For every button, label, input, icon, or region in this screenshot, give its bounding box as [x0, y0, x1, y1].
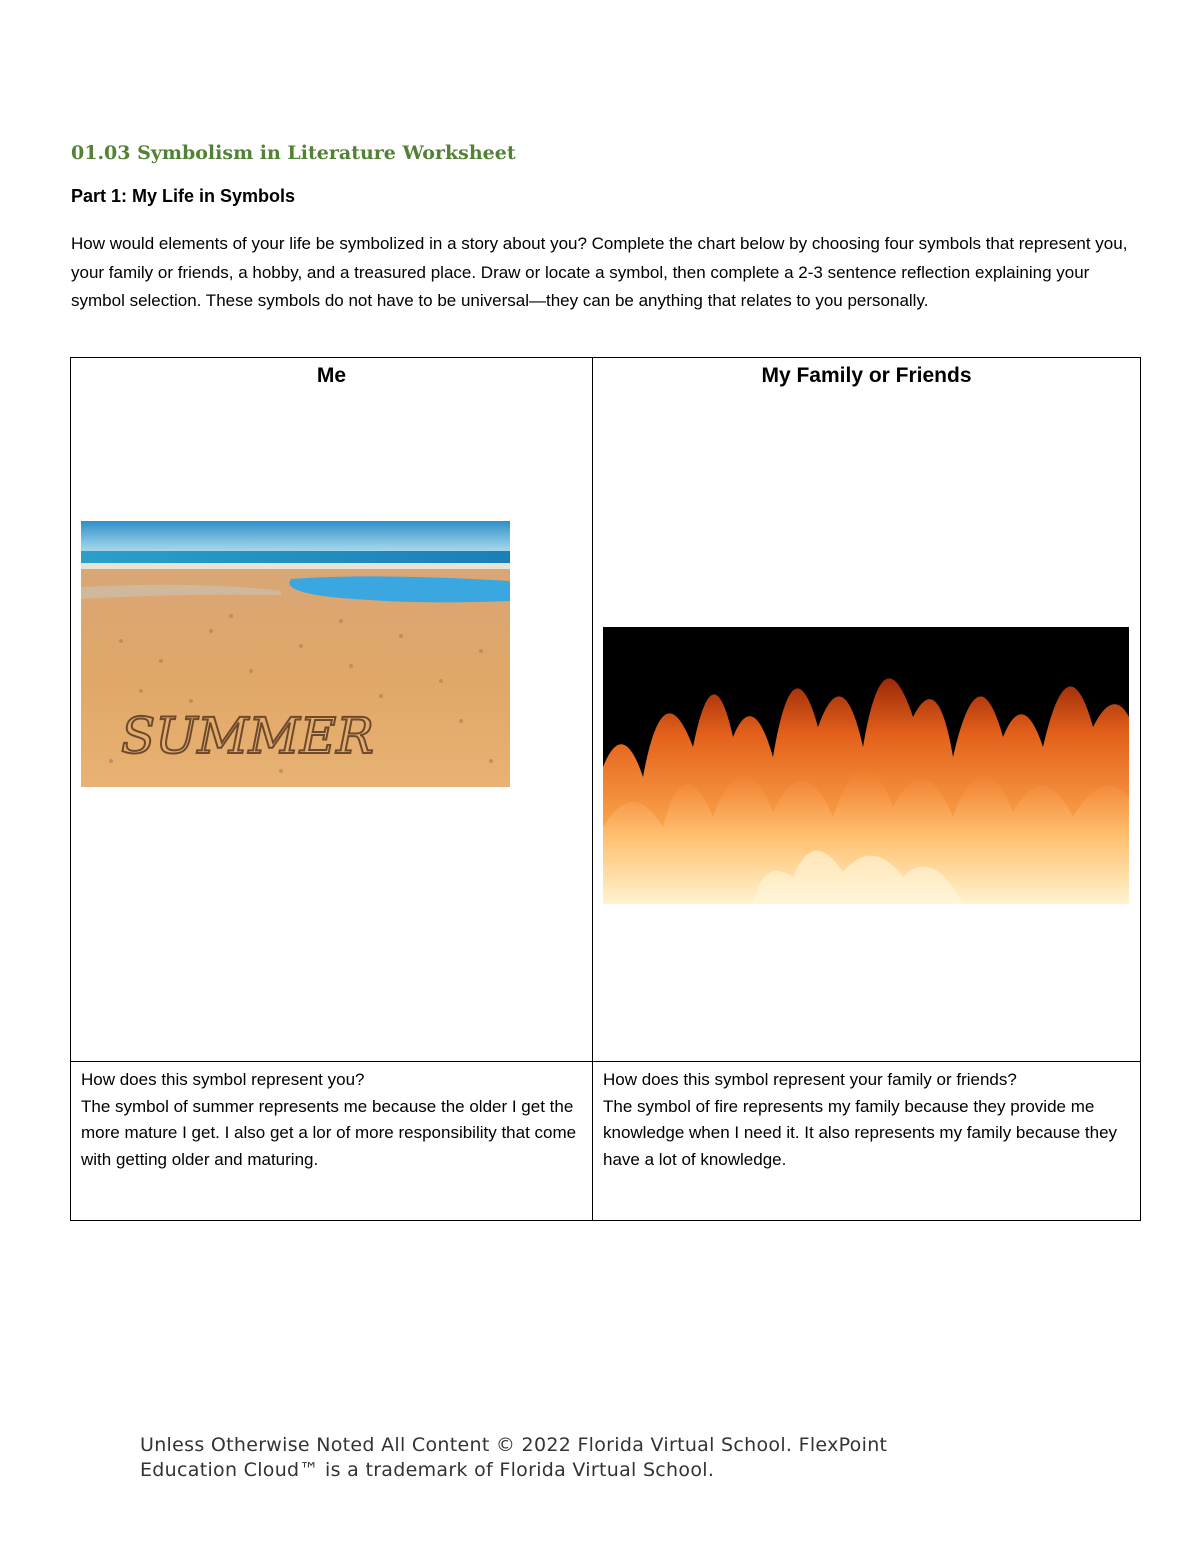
me-answer: The symbol of summer represents me because the older I get the more mature I get. I also get a lor of more responsibility that come with getting older and maturing.: [81, 1096, 577, 1169]
family-symbol-cell: [593, 358, 1141, 1062]
fire-image: [603, 627, 1129, 904]
me-question: How does this symbol represent you?: [81, 1070, 365, 1089]
part-title: Part 1: My Life in Symbols: [71, 186, 296, 206]
me-symbol-cell: [71, 358, 593, 1062]
summer-sand-text: SUMMER: [121, 707, 374, 765]
copyright-footer: [140, 1433, 887, 1483]
family-answer: The symbol of fire represents my family because they provide me knowledge when I need it. It also represents my family because they have a lot of knowledge.: [603, 1096, 1118, 1169]
family-heading: My Family or Friends: [761, 364, 972, 387]
summer-beach-image: [81, 521, 510, 787]
symbols-chart: [70, 357, 1141, 1221]
footer-line-1: Unless Otherwise Noted All Content © 2022 Florida Virtual School. FlexPoint: [140, 1434, 888, 1456]
worksheet-title: 01.03 Symbolism in Literature Worksheet: [71, 142, 516, 164]
me-reflection-cell[interactable]: [71, 1062, 593, 1221]
family-reflection-cell[interactable]: [593, 1062, 1141, 1221]
me-heading: Me: [316, 364, 347, 387]
footer-line-2: Education Cloud™ is a trademark of Florida Virtual School.: [140, 1459, 715, 1481]
instructions-paragraph: How would elements of your life be symbolized in a story about you? Complete the chart below by choosing four symbols that represent you, your family or friends, a hobby, and a treasured place. Draw or locate a symbol, then complete a 2-3 sentence reflection explaining your symbol selection. These symbols do not have to be universal—they can be anything that relates to you personally.: [71, 234, 1128, 310]
family-question: How does this symbol represent your family or friends?: [603, 1070, 1017, 1089]
